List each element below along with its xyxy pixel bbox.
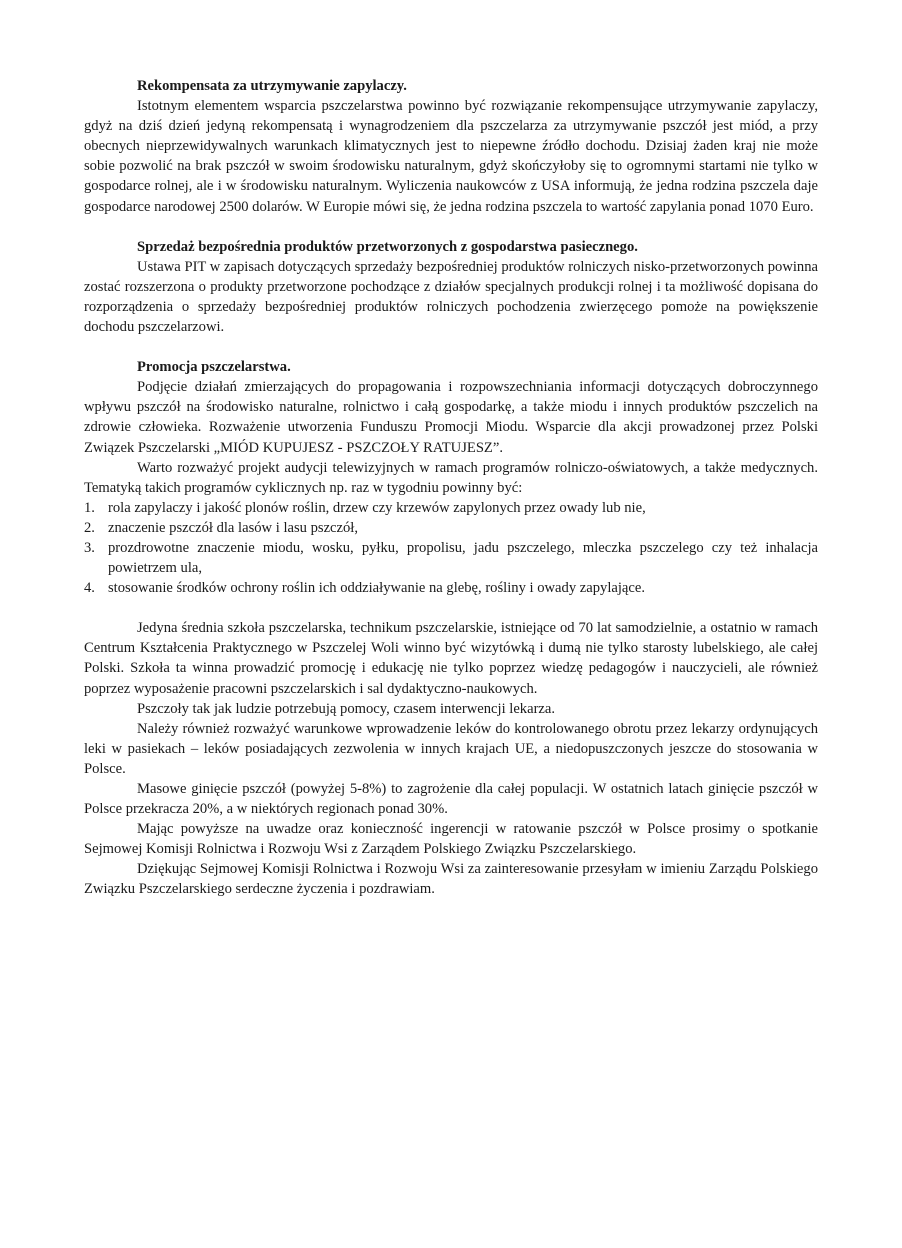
list-number: 2. — [84, 519, 95, 536]
list-text: stosowanie środków ochrony roślin ich oddziaływanie na glebę, rośliny i owady zapylające. — [108, 580, 645, 597]
list-number: 3. — [84, 539, 95, 556]
paragraph: Jedyna średnia szkoła pszczelarska, technikum pszczelarskie, istniejące od 70 lat samodzielnie, a ostatnio w ramach Centrum Kształcenia Praktycznego w Pszczelej Woli winno być wizytówką i dumą nie tylko starosty lubelskiego, ale całej Polski. Szkoła ta winna prowadzić promocję i edukację nie tylko poprzez wiedzę pedagogów i nauczycieli, ale również poprzez wyposażenie pracowni pszczelarskich i sal dydaktyczno-naukowych. — [84, 620, 818, 697]
section-heading: Rekompensata za utrzymywanie zapylaczy. — [137, 78, 407, 94]
section-heading: Promocja pszczelarstwa. — [137, 359, 291, 376]
paragraph: Istotnym elementem wsparcia pszczelarstwa powinno być rozwiązanie rekompensujące utrzymywanie zapylaczy, gdyż na dziś dzień jedyną rekompensatą i wynagrodzeniem dla pszczelarza za utrzymywanie pszczół jest miód, a przy obecnych nieprzewidywalnych warunkach klimatycznych jest to niepewne źródło dochodu. Dzisiaj żaden kraj nie może sobie pozwolić na brak pszczół w swoim środowisku naturalnym, gdyż skończyłoby się to ogromnymi startami nie tylko w gospodarce rolnej, ale i w środowisku naturalnym. Wyliczenia naukowców z USA informują, że jedna rodzina pszczela daje gospodarce narodowej 2500 dolarów. W Europie mówi się, że jedna rodzina pszczela to wartość zapylania ponad 1070 Euro. — [84, 98, 818, 215]
paragraph: Warto rozważyć projekt audycji telewizyjnych w ramach programów rolniczo-oświatowych, a także medycznych. Tematyką takich programów cyklicznych np. raz w tygodniu powinny być: — [84, 459, 818, 496]
section-heading: Sprzedaż bezpośrednia produktów przetworzonych z gospodarstwa pasiecznego. — [137, 238, 638, 255]
section-direct-sales — [84, 237, 818, 337]
document-page — [84, 76, 818, 920]
paragraph: Dziękując Sejmowej Komisji Rolnictwa i Rozwoju Wsi za zainteresowanie przesyłam w imieniu Zarządu Polskiego Związku Pszczelarskiego serdeczne życzenia i pozdrawiam. — [84, 861, 818, 898]
list-text: znaczenie pszczół dla lasów i lasu pszczół, — [108, 519, 359, 536]
section-promotion — [84, 357, 818, 598]
list-item — [84, 578, 818, 598]
list-item — [84, 498, 818, 518]
list-item — [84, 518, 818, 538]
paragraph: Mając powyższe na uwadze oraz konieczność ingerencji w ratowanie pszczół w Polsce prosimy o spotkanie Sejmowej Komisji Rolnictwa i Rozwoju Wsi z Zarządem Polskiego Związku Pszczelarskiego. — [84, 821, 818, 858]
section-closing — [84, 618, 818, 899]
list-number: 4. — [84, 580, 95, 597]
paragraph: Należy również rozważyć warunkowe wprowadzenie leków do kontrolowanego obrotu przez lekarzy ordynujących leki w pasiekach – leków posiadających zezwolenia w innych krajach UE, a niedopuszczonych jeszcze do stosowania w Polsce. — [84, 720, 818, 777]
paragraph: Pszczoły tak jak ludzie potrzebują pomocy, czasem interwencji lekarza. — [137, 700, 556, 717]
paragraph: Podjęcie działań zmierzających do propagowania i rozpowszechniania informacji dotyczących dobroczynnego wpływu pszczół na środowisko naturalne, rolnictwo i całą gospodarkę, a także miodu i innych produktów pszczelich na zdrowie człowieka. Rozważenie utworzenia Funduszu Promocji Miodu. Wsparcie dla akcji prowadzonej przez Polski Związek Pszczelarski „MIÓD KUPUJESZ - PSZCZOŁY RATUJESZ”. — [84, 379, 818, 456]
list-number: 1. — [84, 499, 95, 516]
paragraph: Masowe ginięcie pszczół (powyżej 5-8%) to zagrożenie dla całej populacji. W ostatnich latach ginięcie pszczół w Polsce przekracza 20%, a w niektórych regionach ponad 30%. — [84, 781, 818, 818]
list-item — [84, 538, 818, 578]
list-text: rola zapylaczy i jakość plonów roślin, drzew czy krzewów zapylonych przez owady lub nie, — [108, 499, 646, 516]
section-compensation — [84, 76, 818, 217]
list-text: prozdrowotne znaczenie miodu, wosku, pyłku, propolisu, jadu pszczelego, mleczka pszczelego czy też inhalacja powietrzem ula, — [108, 539, 818, 577]
paragraph: Ustawa PIT w zapisach dotyczących sprzedaży bezpośredniej produktów rolniczych nisko-przetworzonych powinna zostać rozszerzona o produkty przetworzone pochodzące z działów specjalnych produkcji rolnej i ta możliwość dopisana do rozporządzenia o sprzedaży bezpośredniej produktów rolniczych pochodzenia zwierzęcego pomoże na powiększenie dochodu pszczelarzowi. — [84, 258, 818, 336]
topics-list — [84, 498, 818, 598]
